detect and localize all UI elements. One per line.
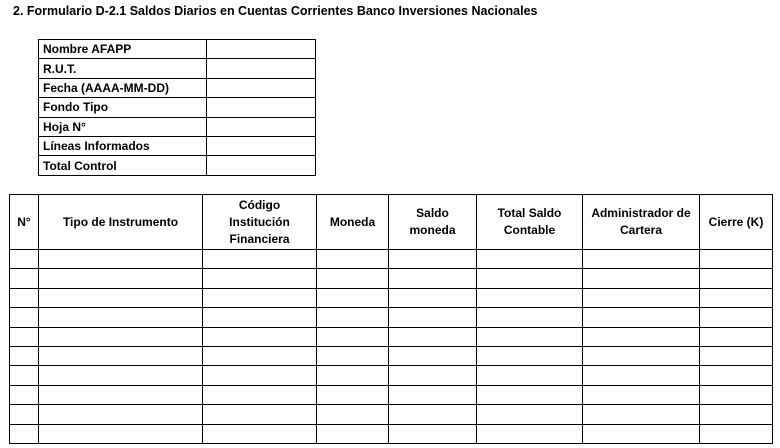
table-cell[interactable] <box>389 405 477 424</box>
table-cell[interactable] <box>477 405 583 424</box>
table-cell[interactable] <box>317 346 389 365</box>
header-info-row <box>39 156 316 175</box>
table-cell[interactable] <box>203 308 317 327</box>
table-cell[interactable] <box>389 424 477 443</box>
table-row <box>10 346 773 365</box>
table-row <box>10 385 773 404</box>
table-cell[interactable] <box>317 385 389 404</box>
table-cell[interactable] <box>583 327 700 346</box>
column-header: Total Saldo Contable <box>477 195 583 250</box>
table-cell[interactable] <box>700 288 773 307</box>
table-row <box>10 424 773 443</box>
table-cell[interactable] <box>700 346 773 365</box>
table-cell[interactable] <box>39 405 203 424</box>
table-cell[interactable] <box>317 327 389 346</box>
header-info-label: Fondo Tipo <box>39 98 207 117</box>
table-cell[interactable] <box>317 250 389 269</box>
table-cell[interactable] <box>203 346 317 365</box>
table-cell[interactable] <box>477 385 583 404</box>
header-info-row <box>39 117 316 136</box>
table-cell[interactable] <box>203 288 317 307</box>
table-header-row <box>10 195 773 250</box>
table-row <box>10 327 773 346</box>
header-info-row <box>39 40 316 59</box>
table-cell[interactable] <box>477 346 583 365</box>
table-cell[interactable] <box>477 327 583 346</box>
header-info-row <box>39 98 316 117</box>
table-cell[interactable] <box>700 269 773 288</box>
table-cell[interactable] <box>389 327 477 346</box>
table-cell[interactable] <box>700 424 773 443</box>
column-header: Saldo moneda <box>389 195 477 250</box>
table-cell[interactable] <box>203 327 317 346</box>
table-cell[interactable] <box>700 308 773 327</box>
header-info-value-field[interactable] <box>207 117 316 136</box>
header-info-label: Fecha (AAAA-MM-DD) <box>39 78 207 97</box>
header-info-value-field[interactable] <box>207 40 316 59</box>
table-cell[interactable] <box>317 269 389 288</box>
table-cell[interactable] <box>317 308 389 327</box>
table-cell[interactable] <box>477 424 583 443</box>
column-header: Código Institución Financiera <box>203 195 317 250</box>
table-cell[interactable] <box>477 269 583 288</box>
table-row <box>10 405 773 424</box>
header-info-label: Nombre AFAPP <box>39 40 207 59</box>
table-cell[interactable] <box>39 288 203 307</box>
table-cell[interactable] <box>10 327 39 346</box>
header-info-label: Hoja N° <box>39 117 207 136</box>
balances-table <box>9 194 773 444</box>
table-cell[interactable] <box>10 405 39 424</box>
table-cell[interactable] <box>10 346 39 365</box>
table-cell[interactable] <box>39 269 203 288</box>
table-cell[interactable] <box>583 308 700 327</box>
table-cell[interactable] <box>583 269 700 288</box>
column-header: N° <box>10 195 39 250</box>
header-info-row <box>39 136 316 155</box>
table-cell[interactable] <box>700 366 773 385</box>
table-cell[interactable] <box>317 366 389 385</box>
header-info-value-field[interactable] <box>207 136 316 155</box>
table-cell[interactable] <box>583 366 700 385</box>
table-cell[interactable] <box>583 346 700 365</box>
column-header: Moneda <box>317 195 389 250</box>
table-cell[interactable] <box>583 385 700 404</box>
table-cell[interactable] <box>203 366 317 385</box>
table-cell[interactable] <box>39 366 203 385</box>
table-cell[interactable] <box>10 288 39 307</box>
table-cell[interactable] <box>583 424 700 443</box>
header-info-label: R.U.T. <box>39 59 207 78</box>
page-title: 2. Formulario D-2.1 Saldos Diarios en Cuentas Corrientes Banco Inversiones Nacionales <box>13 4 538 18</box>
table-cell[interactable] <box>477 250 583 269</box>
table-cell[interactable] <box>477 308 583 327</box>
table-cell[interactable] <box>203 405 317 424</box>
table-cell[interactable] <box>203 269 317 288</box>
table-cell[interactable] <box>389 366 477 385</box>
table-cell[interactable] <box>39 346 203 365</box>
table-row <box>10 250 773 269</box>
header-info-value-field[interactable] <box>207 78 316 97</box>
table-cell[interactable] <box>389 346 477 365</box>
table-cell[interactable] <box>700 250 773 269</box>
header-info-table <box>38 39 316 176</box>
header-info-row <box>39 59 316 78</box>
table-cell[interactable] <box>39 327 203 346</box>
table-cell[interactable] <box>700 405 773 424</box>
table-cell[interactable] <box>10 250 39 269</box>
table-cell[interactable] <box>203 424 317 443</box>
column-header: Administrador de Cartera <box>583 195 700 250</box>
column-header: Cierre (K) <box>700 195 773 250</box>
table-row <box>10 308 773 327</box>
table-cell[interactable] <box>10 269 39 288</box>
header-info-value-field[interactable] <box>207 156 316 175</box>
table-cell[interactable] <box>203 250 317 269</box>
table-cell[interactable] <box>477 366 583 385</box>
table-cell[interactable] <box>389 385 477 404</box>
table-cell[interactable] <box>317 424 389 443</box>
table-cell[interactable] <box>583 250 700 269</box>
header-info-value-field[interactable] <box>207 98 316 117</box>
header-info-label: Líneas Informados <box>39 136 207 155</box>
table-row <box>10 366 773 385</box>
header-info-label: Total Control <box>39 156 207 175</box>
table-cell[interactable] <box>389 269 477 288</box>
table-cell[interactable] <box>39 424 203 443</box>
table-cell[interactable] <box>10 424 39 443</box>
table-cell[interactable] <box>39 250 203 269</box>
table-cell[interactable] <box>700 327 773 346</box>
table-cell[interactable] <box>700 385 773 404</box>
table-cell[interactable] <box>317 288 389 307</box>
table-row <box>10 269 773 288</box>
table-cell[interactable] <box>317 405 389 424</box>
table-cell[interactable] <box>10 385 39 404</box>
table-cell[interactable] <box>10 308 39 327</box>
table-cell[interactable] <box>39 308 203 327</box>
table-cell[interactable] <box>583 288 700 307</box>
table-cell[interactable] <box>389 288 477 307</box>
table-cell[interactable] <box>389 308 477 327</box>
table-cell[interactable] <box>203 385 317 404</box>
table-cell[interactable] <box>39 385 203 404</box>
header-info-value-field[interactable] <box>207 59 316 78</box>
header-info-row <box>39 78 316 97</box>
table-cell[interactable] <box>583 405 700 424</box>
column-header: Tipo de Instrumento <box>39 195 203 250</box>
table-cell[interactable] <box>389 250 477 269</box>
table-cell[interactable] <box>477 288 583 307</box>
table-cell[interactable] <box>10 366 39 385</box>
table-row <box>10 288 773 307</box>
